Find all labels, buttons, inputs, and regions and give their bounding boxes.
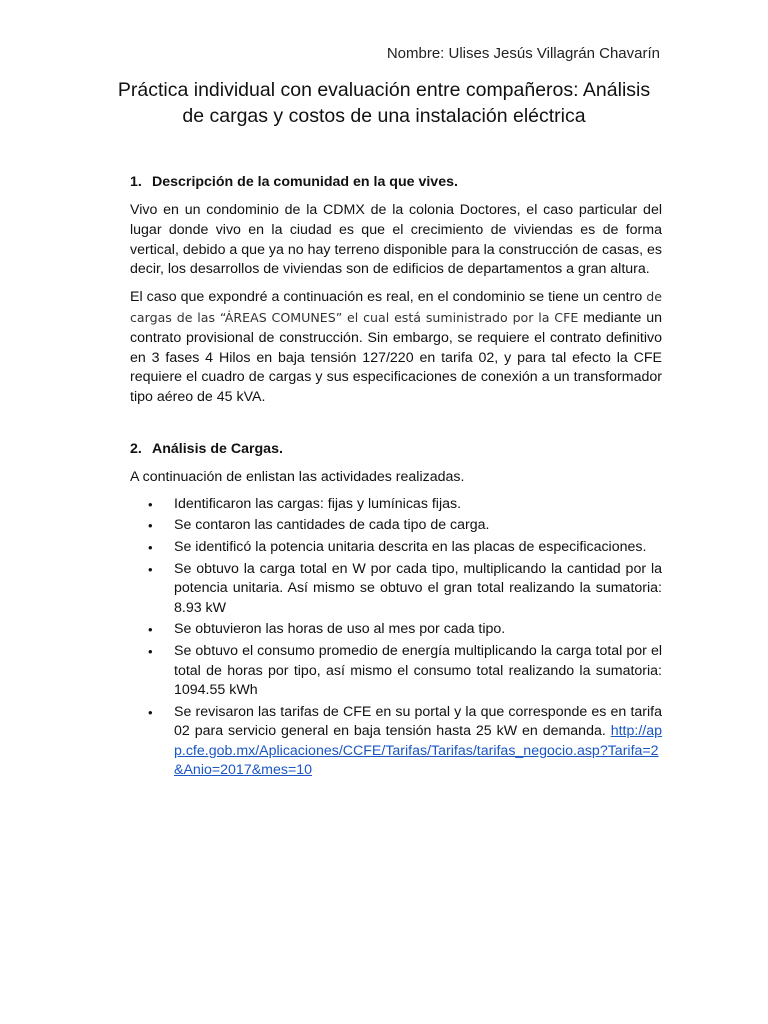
document-body (130, 172, 662, 783)
title-line-1: Práctica individual con evaluación entre compañeros: Análisis (117, 79, 651, 101)
section-2-number: 2. (130, 440, 142, 457)
section-spacer (130, 415, 662, 439)
bullet-icon: • (148, 561, 153, 577)
bullet-icon: • (148, 622, 153, 638)
list-item-text: Se obtuvo la carga total en W por cada tipo, multiplicando la cantidad por la potencia unitaria. Así mismo se obtuvo el gran total realizando la sumatoria: 8.93 kW (174, 560, 662, 616)
author-name: Nombre: Ulises Jesús Villagrán Chavarín (386, 45, 660, 62)
cfe-tariff-link[interactable]: http://app.cfe.gob.mx/Aplicaciones/CCFE/Tarifas/Tarifas/tarifas_negocio.asp?Tarifa=2&Anio=2017&mes=10 (174, 723, 662, 779)
list-item-text: Se contaron las cantidades de cada tipo de carga. (174, 517, 490, 534)
list-item (130, 538, 662, 558)
list-item (130, 560, 662, 619)
section-2-title: Análisis de Cargas. (152, 440, 283, 457)
section-2-heading (130, 439, 662, 459)
list-item (130, 516, 662, 536)
bullet-icon: • (148, 643, 153, 659)
section-2-intro: A continuación de enlistan las actividades realizadas. (130, 468, 465, 485)
list-item-text: Se obtuvieron las horas de uso al mes por cada tipo. (174, 621, 506, 638)
para-2-part-1: El caso que expondré a continuación es real, en el condominio se tiene un centro (130, 289, 643, 306)
para-2-part-3: mediante un contrato provisional de construcción. Sin embargo, se requiere el contrato definitivo en 3 fases 4 Hilos en baja tensión 127/220 en tarifa 02, y para tal efecto la CFE requiere el cuadro de cargas y sus especificaciones de conexión a un transformador tipo aéreo de 45 kVA. (130, 309, 662, 406)
list-item-text: Se revisaron las tarifas de CFE en su portal y la que corresponde es en tarifa 02 para servicio general en baja tensión hasta 25 kW en demanda. (174, 703, 662, 740)
document-title (60, 77, 708, 129)
section-1-paragraph-2 (130, 287, 662, 408)
bullet-icon: • (148, 518, 153, 534)
list-item (130, 495, 662, 515)
list-item-text: Se identificó la potencia unitaria descrita en las placas de especificaciones. (174, 538, 647, 555)
bullet-icon: • (148, 496, 153, 512)
section-1-paragraph-1: Vivo en un condominio de la CDMX de la colonia Doctores, el caso particular del lugar donde vivo en la ciudad es que el crecimiento de viviendas es de forma vertical, debido a que ya no hay terreno disponible para la construcción de casas, es decir, los desarrollos de viviendas son de edificios de departamentos a gran altura. (130, 202, 662, 278)
section-1-number: 1. (130, 174, 142, 190)
list-item (130, 642, 662, 701)
bullet-icon: • (148, 704, 153, 720)
title-line-2: de cargas y costos de una instalación eléctrica (182, 105, 586, 127)
list-item-text: Identificaron las cargas: fijas y lumínicas fijas. (174, 495, 462, 512)
section-1-heading (130, 172, 662, 192)
section-1-title: Descripción de la comunidad en la que vives. (152, 174, 458, 190)
activities-list (130, 495, 662, 781)
bullet-icon: • (148, 539, 153, 555)
list-item (130, 703, 662, 781)
list-item (130, 620, 662, 640)
list-item-text: Se obtuvo el consumo promedio de energía multiplicando la carga total por el total de horas por tipo, así mismo el consumo total realizando la sumatoria: 1094.55 kWh (174, 642, 662, 699)
para-2-part-2: de cargas de las “ÁREAS COMUNES” el cual está suministrado por la CFE (130, 289, 662, 325)
